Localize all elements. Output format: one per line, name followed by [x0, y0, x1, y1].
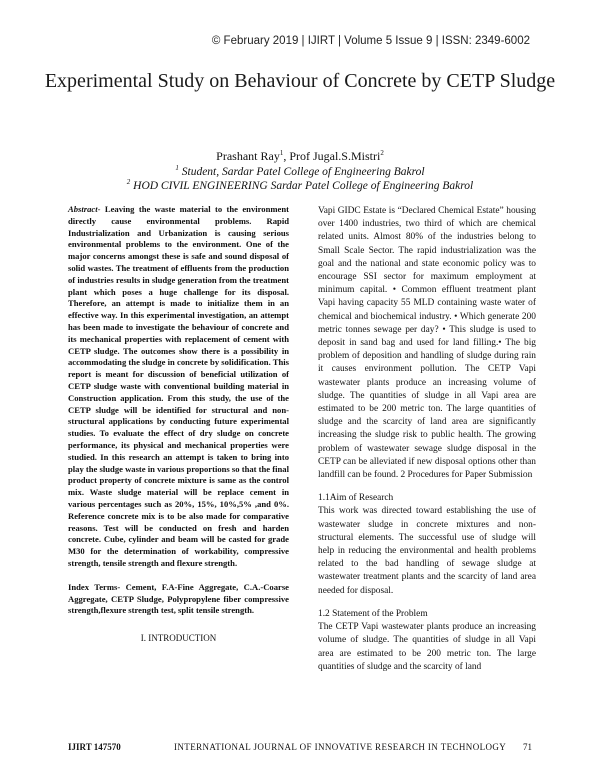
paper-title: Experimental Study on Behaviour of Concrete by CETP Sludge	[44, 70, 556, 92]
author-name: Prof Jugal.S.Mistri	[289, 149, 381, 163]
author-superscript: 2	[380, 149, 384, 157]
journal-header: © February 2019 | IJIRT | Volume 5 Issue 9 | ISSN: 2349-6002	[211, 35, 530, 47]
affiliation-superscript: 1	[175, 164, 179, 173]
section-heading-introduction: I. INTRODUCTION	[140, 633, 217, 644]
affiliation-superscript: 2	[126, 178, 131, 187]
body-paragraph: Vapi GIDC Estate is “Declared Chemical Estate” housing over 1400 industries, two third of which are chemical related units. Almost 80% of the industries belong to Small Scale Sector. The rapid industrialization was the goal and the national and state economic policy was to encourage SSI sector for maximum employment at minimum capital. • Common effluent treatment plant Vapi having capacity 55 MLD containing waste water of chemical and biochemical industry. • Which generate 200 metric tonnes sewage per day? • This sludge is used to deposit in sand bag and used for land filling.• The big problem of deposition and handling of sludge during rain it causes environment pollution. The CETP Vapi wastewater plants produce an increasing volume of sludge. The quantities of sludge in all Vapi area are estimated to be 200 metric ton. The large quantities of sludge and the scarcity of land area are significantly increasing the sludge risk to public health. The growing problem of wastewater sewage sludge disposal in the CETP can be alleviated if new disposal options other than landfill can be found. 2 Procedures for Paper Submission	[318, 206, 536, 481]
footer-journal-name: INTERNATIONAL JOURNAL OF INNOVATIVE RESEARCH IN TECHNOLOGY	[174, 742, 507, 752]
affiliation	[40, 165, 560, 179]
index-terms: Index Terms- Cement, F.A-Fine Aggregate, C.A.-Coarse Aggregate, CETP Sludge, Polypropylene fiber compressive strength,flexure strength test, split tensile strength.	[68, 581, 289, 616]
subsection-heading-problem: 1.2 Statement of the Problem	[318, 608, 428, 619]
left-column	[68, 204, 289, 645]
body-paragraph: This work was directed toward establishing the use of wastewater sludge in concrete mixtures and non-structural elements. The successful use of sludge will help in reducing the environmental and health problems related to the bad handling of sewage sludge at wastewater treatment plants and the scarcity of land area needed for disposal.	[318, 506, 536, 596]
abstract	[68, 204, 289, 570]
page-number: 71	[523, 742, 532, 752]
author-superscript: 1	[279, 149, 284, 157]
affiliation-text: Student, Sardar Patel College of Engineering Bakrol	[178, 166, 425, 178]
subsection-heading-aim: 1.1Aim of Research	[318, 493, 394, 504]
author-name: Prashant Ray	[216, 149, 280, 163]
abstract-text: Leaving the waste material to the environment directly cause environmental problems. Rapid Industrialization and Urbanization is causing serious environmental problems to the environment. One of the major concerns amongst these is safe and sound disposal of solid wastes. The treatment of effluents from the production of industries results in sludge generation from the treatment plant which poses a huge challenge for its disposal. Therefore, an attempt is made to initialize them in an effective way. In this experimental investigation, an attempt has been made to investigate the behaviour of concrete and its mechanical properties with replacement of cement with CETP sludge. The outcomes show there is a possibility in accommodating the sludge in concrete by solidification. This report is meant for discussion of beneficial utilization of CETP sludge waste with conventional building material in Construction application. From this study, the use of the CETP sludge will be identified for structural and non-structural applications by conducting future experimental studies. To evaluate the effect of dry sludge on concrete performance, its physical and mechanical properties were studied. In this research an attempt is taken to bring into play the sludge waste in various proportions so that the final product property of concrete mixture is same as the control mix. Waste sludge material will be replace cement in various percentages such as 20%, 15%, 10%,5% ,and 0%. Reference concrete mix is to be also made for comparative reasons. Test will be conducted on fresh and harden concrete. Cube, cylinder and beam will be casted for grade M30 for the determination of workability, compressive strength, tensile strength and flexure strength.	[68, 204, 289, 568]
affiliation	[40, 179, 560, 193]
body-paragraph: The CETP Vapi wastewater plants produce an increasing volume of sludge. The quantities of sludge in all Vapi area are estimated to be 200 metric ton. The large quantities of sludge and the scarcity of land	[318, 622, 536, 672]
affiliation-text: HOD CIVIL ENGINEERING Sardar Patel College of Engineering Bakrol	[130, 180, 474, 192]
author-line	[40, 149, 560, 163]
footer-paper-id: IJIRT 147570	[68, 742, 121, 752]
author-separator: ,	[283, 149, 290, 163]
right-column	[318, 205, 536, 674]
abstract-label: Abstract-	[68, 204, 101, 214]
